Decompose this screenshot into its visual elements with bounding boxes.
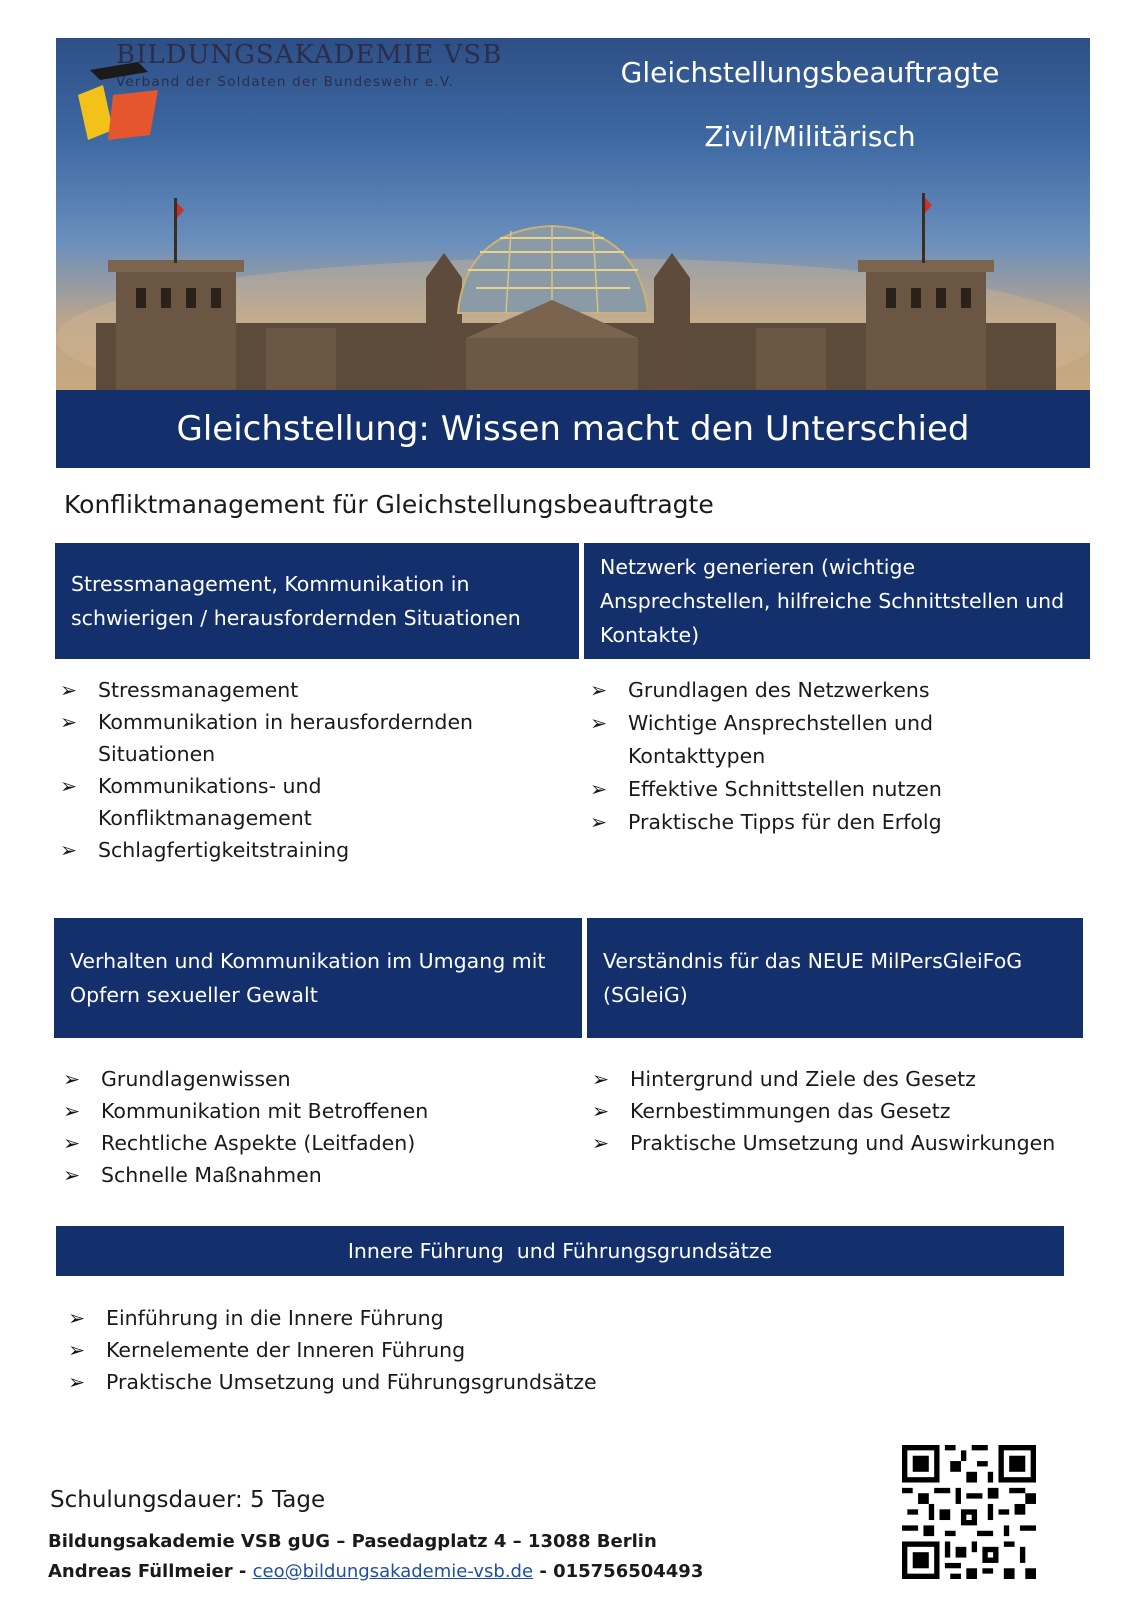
list-item: ➢ Rechtliche Aspekte (Leitfaden) (63, 1127, 543, 1159)
module-list (60, 674, 520, 866)
module-header (587, 918, 1083, 1038)
list-item: ➢ Kernelemente der Inneren Führung (68, 1334, 768, 1366)
arrow-bullet-icon: ➢ (590, 777, 608, 801)
module-header (55, 543, 579, 659)
course-duration: Schulungsdauer: 5 Tage (50, 1487, 326, 1513)
arrow-bullet-icon: ➢ (590, 678, 608, 702)
module-title: Verhalten und Kommunikation im Umgang mit Opfern sexueller Gewalt (70, 949, 546, 1007)
list-item: ➢ Kommunikations- und Konfliktmanagement (60, 770, 520, 834)
module-list (592, 1063, 1082, 1159)
module-title: Stressmanagement, Kommunikation in schwierigen / herausfordernden Situationen (71, 572, 521, 630)
module-title: Verständnis für das NEUE MilPersGleiFoG (SGleiG) (603, 949, 1023, 1007)
arrow-bullet-icon: ➢ (60, 710, 78, 734)
course-subtitle: Konfliktmanagement für Gleichstellungsbeauftragte (64, 490, 714, 519)
reichstag-illustration (56, 38, 1090, 390)
arrow-bullet-icon: ➢ (63, 1099, 81, 1123)
email-link[interactable]: ceo@bildungsakademie-vsb.de (252, 1561, 534, 1582)
arrow-bullet-icon: ➢ (63, 1131, 81, 1155)
arrow-bullet-icon: ➢ (60, 838, 78, 862)
list-item: ➢ Praktische Umsetzung und Auswirkungen (592, 1127, 1082, 1159)
arrow-bullet-icon: ➢ (590, 711, 608, 735)
module-list (590, 674, 1050, 839)
hero-title-line2: Zivil/Militärisch (704, 120, 916, 153)
phone-number: - 015756504493 (533, 1561, 704, 1582)
list-item: ➢ Effektive Schnittstellen nutzen (590, 773, 1050, 806)
arrow-bullet-icon: ➢ (63, 1067, 81, 1091)
hero-title-line1: Gleichstellungsbeauftragte (620, 56, 1000, 89)
arrow-bullet-icon: ➢ (68, 1306, 86, 1330)
list-item: ➢ Stressmanagement (60, 674, 520, 706)
module-header (56, 1226, 1064, 1276)
logo-title: BILDUNGSAKADEMIE VSB (116, 40, 503, 70)
list-item: ➢ Wichtige Ansprechstellen und Kontakttypen (590, 707, 1050, 773)
arrow-bullet-icon: ➢ (590, 810, 608, 834)
arrow-bullet-icon: ➢ (68, 1338, 86, 1362)
contact-name: Andreas Füllmeier - (48, 1561, 253, 1582)
module-list (68, 1302, 768, 1398)
arrow-bullet-icon: ➢ (592, 1099, 610, 1123)
list-item: ➢ Praktische Tipps für den Erfolg (590, 806, 1050, 839)
list-item: ➢ Grundlagenwissen (63, 1063, 543, 1095)
list-item: ➢ Grundlagen des Netzwerkens (590, 674, 1050, 707)
list-item: ➢ Kommunikation in herausfordernden Situationen (60, 706, 520, 770)
module-header (54, 918, 582, 1038)
arrow-bullet-icon: ➢ (68, 1370, 86, 1394)
arrow-bullet-icon: ➢ (592, 1067, 610, 1091)
list-item: ➢ Hintergrund und Ziele des Gesetz (592, 1063, 1082, 1095)
list-item: ➢ Schnelle Maßnahmen (63, 1159, 543, 1191)
arrow-bullet-icon: ➢ (60, 774, 78, 798)
hero-image (56, 38, 1090, 390)
logo-icon (68, 60, 163, 145)
qr-code-icon[interactable] (902, 1445, 1036, 1579)
list-item: ➢ Einführung in die Innere Führung (68, 1302, 768, 1334)
logo-subtitle: Verband der Soldaten der Bundeswehr e.V. (116, 74, 455, 90)
list-item: ➢ Kernbestimmungen das Gesetz (592, 1095, 1082, 1127)
module-header (584, 543, 1090, 659)
arrow-bullet-icon: ➢ (60, 678, 78, 702)
list-item: ➢ Schlagfertigkeitstraining (60, 834, 520, 866)
hero-banner: Gleichstellung: Wissen macht den Unterschied (56, 390, 1090, 468)
module-title: Innere Führung und Führungsgrundsätze (347, 1239, 773, 1263)
list-item: ➢ Praktische Umsetzung und Führungsgrundsätze (68, 1366, 768, 1398)
list-item: ➢ Kommunikation mit Betroffenen (63, 1095, 543, 1127)
arrow-bullet-icon: ➢ (63, 1163, 81, 1187)
module-list (63, 1063, 543, 1191)
arrow-bullet-icon: ➢ (592, 1131, 610, 1155)
contact-line (48, 1561, 703, 1582)
module-title: Netzwerk generieren (wichtige Ansprechstellen, hilfreiche Schnittstellen und Kontakte) (600, 555, 1065, 647)
address-line: Bildungsakademie VSB gUG – Pasedagplatz 4 – 13088 Berlin (48, 1531, 657, 1552)
